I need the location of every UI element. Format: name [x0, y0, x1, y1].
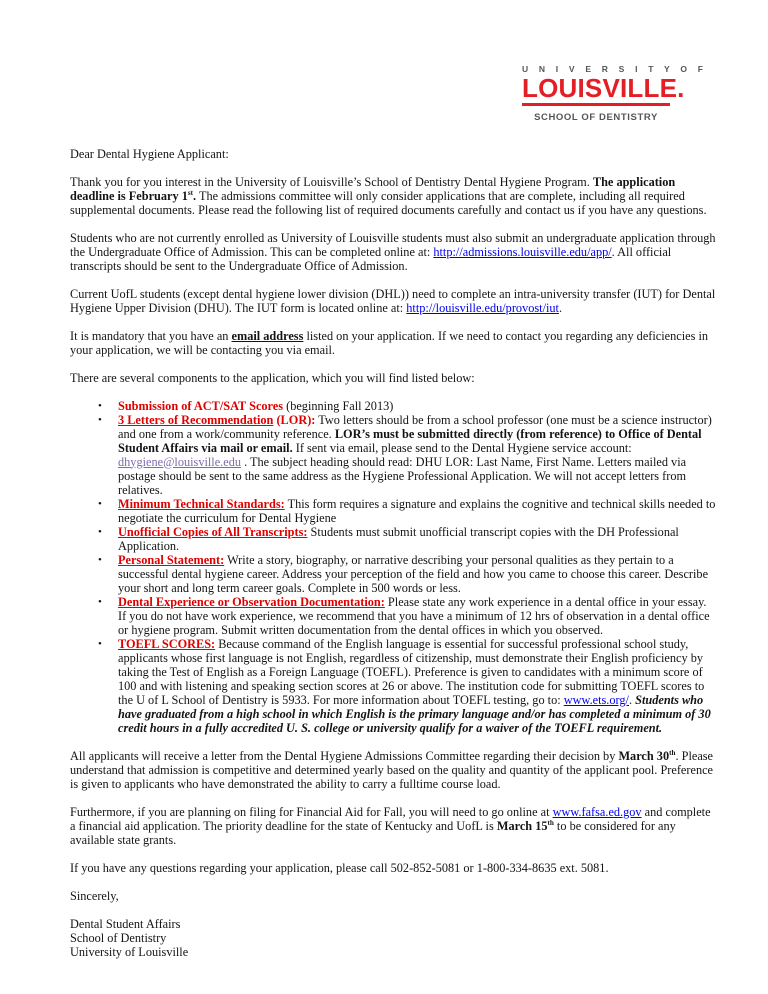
- bullet-text: [118, 525, 716, 553]
- logo-school-of-dentistry-text: SCHOOL OF DENTISTRY: [534, 111, 658, 123]
- undergraduate-application-paragraph: [70, 231, 716, 273]
- text-run: .: [193, 188, 197, 203]
- bullet-text: [118, 595, 716, 637]
- bullet-icon: •: [98, 413, 102, 426]
- text-run: TOEFL SCORES:: [118, 636, 216, 651]
- email-paragraph: [70, 329, 716, 357]
- text-run: LOR’s must be submitted directly (from reference) to Office of Dental Student Affairs via mail or email.: [118, 426, 702, 455]
- text-run: Unofficial Copies of All Transcripts:: [118, 524, 308, 539]
- bullet-icon: •: [98, 637, 102, 650]
- text-run: If you have any questions regarding your application, please call 502-852-5081 or 1-800-334-8635 ext. 5081.: [70, 860, 609, 875]
- text-run: Personal Statement:: [118, 552, 225, 567]
- text-run: Dear Dental Hygiene Applicant:: [70, 146, 229, 161]
- application-components-list: [70, 399, 716, 735]
- hyperlink[interactable]: www.fafsa.ed.gov: [552, 804, 642, 819]
- text-run: and complete a financial aid application. The priority deadline for the state of Kentucky and UofL is: [70, 804, 711, 833]
- signature-line: School of Dentistry: [70, 930, 167, 945]
- text-run: .: [558, 300, 563, 315]
- text-run: (beginning Fall 2013): [283, 398, 394, 413]
- logo-red-rule: [522, 103, 670, 106]
- text-run: The admissions committee will only consider applications that are complete, including all required supplemental documents. Please read the following list of required documents carefully and contact us if you have any questions.: [70, 188, 707, 217]
- list-item: [98, 413, 716, 497]
- intro-paragraph: [70, 175, 716, 217]
- list-item: [98, 595, 716, 637]
- text-run: If sent via email, please send to the Dental Hygiene service account:: [292, 440, 632, 455]
- list-item: [98, 637, 716, 735]
- bullet-icon: •: [98, 399, 102, 412]
- text-run: Please state any work experience in a dental office in your essay. If you do not have work experience, we recommend that you have a minimum of 12 hrs of observation in a dental office or hygiene program. Submit written documentation from the dental offices in which you observed.: [118, 594, 710, 637]
- bullet-icon: •: [98, 595, 102, 608]
- list-item: [98, 399, 716, 413]
- text-run: (LOR):: [273, 412, 316, 427]
- text-run: Sincerely,: [70, 888, 119, 903]
- bullet-icon: •: [98, 553, 102, 566]
- logo-header: [70, 64, 716, 123]
- text-run: Submission of ACT/SAT Scores: [118, 398, 284, 413]
- bullet-text: [118, 399, 716, 413]
- logo-university-of-text: U N I V E R S I T Y O F: [522, 64, 708, 74]
- text-run: . All official transcripts should be sent to the Undergraduate Office of Admission.: [70, 244, 672, 273]
- iut-paragraph: [70, 287, 716, 315]
- text-run: It is mandatory that you have an: [70, 328, 232, 343]
- hyperlink[interactable]: www.ets.org/: [563, 692, 629, 707]
- hyperlink[interactable]: dhygiene@louisville.edu: [118, 454, 241, 469]
- questions-paragraph: [70, 861, 716, 875]
- text-run: Current UofL students (except dental hygiene lower division (DHL)) need to complete an intra-university transfer (IUT) for Dental Hygiene Upper Division (DHU). The IUT form is located online at:: [70, 286, 716, 315]
- text-run: Because command of the English language is essential for successful professional school study, applicants whose first language is not English, regardless of citizenship, must demonstrate their English proficiency by taking the Test of English as a Foreign Language (TOEFL). Preference is given to candidates with a minimum score of 100 and with listening and speaking section scores at 26 or above. The institution code for submitting TOEFL scores to the U of L School of Dentistry is 5933. For more information about TOEFL testing, go to:: [118, 636, 705, 707]
- signature-line: Dental Student Affairs: [70, 916, 181, 931]
- financial-aid-paragraph: [70, 805, 716, 847]
- text-run: March 15: [496, 818, 548, 833]
- text-run: .: [628, 692, 636, 707]
- text-run: This form requires a signature and explains the cognitive and technical skills needed to negotiate the curriculum for Dental Hygiene: [118, 496, 716, 525]
- text-run: All applicants will receive a letter from the Dental Hygiene Admissions Committee regarding their decision by: [70, 748, 619, 763]
- bullet-text: [118, 553, 716, 595]
- bullet-icon: •: [98, 525, 102, 538]
- bullet-icon: •: [98, 497, 102, 510]
- letter-body: [70, 147, 716, 959]
- text-run: . Please understand that admission is competitive and determined yearly based on the quality and quantity of the applicant pool. Preference is given to applicants who have demonstrated the ability to carry a fulltime course load.: [70, 748, 714, 791]
- list-item: [98, 553, 716, 595]
- text-run: Students must submit unofficial transcript copies with the DH Professional Application.: [118, 524, 679, 553]
- university-of-louisville-logo: [522, 64, 708, 123]
- text-run: listed on your application. If we need to contact you regarding any deficiencies in your application, we will be contacting you via email.: [70, 328, 709, 357]
- components-intro: [70, 371, 716, 385]
- decision-paragraph: [70, 749, 716, 791]
- hyperlink[interactable]: http://admissions.louisville.edu/app/: [433, 244, 612, 259]
- text-run: March 30: [618, 748, 670, 763]
- signature-block: [70, 917, 716, 959]
- text-run: Minimum Technical Standards:: [118, 496, 285, 511]
- text-run: Write a story, biography, or narrative describing your personal qualities as they pertain to a successful dental hygiene career. Address your perception of the field and how you came to choose this career. Describe your short and long term career goals. Complete in 500 words or less.: [118, 552, 709, 595]
- list-item: [98, 525, 716, 553]
- text-run: Students who have graduated from a high school in which English is the primary language and/or has completed a minimum of 30 credit hours in a fully accredited U. S. college or university qualify for a waiver of the TOEFL requirement.: [118, 692, 711, 735]
- list-item: [98, 497, 716, 525]
- closing: [70, 889, 716, 903]
- text-run: Students who are not currently enrolled as University of Louisville students must also submit an undergraduate application through the Undergraduate Office of Admission. This can be completed online at:: [70, 230, 716, 259]
- bullet-text: [118, 413, 716, 497]
- text-run: th: [669, 748, 676, 757]
- text-run: Furthermore, if you are planning on filing for Financial Aid for Fall, you will need to go online at: [70, 804, 553, 819]
- signature-line: University of Louisville: [70, 944, 189, 959]
- text-run: The application deadline is February 1: [70, 174, 676, 203]
- text-run: 3 Letters of Recommendation: [118, 412, 274, 427]
- text-run: . The subject heading should read: DHU LOR: Last Name, First Name. Letters mailed via postage should be sent to the same address as the Hygiene Professional Application. We will not accept letters from relatives.: [118, 454, 687, 497]
- hyperlink[interactable]: http://louisville.edu/provost/iut: [406, 300, 559, 315]
- text-run: email address: [231, 328, 304, 343]
- text-run: There are several components to the application, which you will find listed below:: [70, 370, 475, 385]
- text-run: to be considered for any available state grants.: [70, 818, 676, 847]
- bullet-text: [118, 497, 716, 525]
- text-run: Two letters should be from a school professor (one must be a science instructor) and one from a work/community reference.: [118, 412, 712, 441]
- text-run: st: [187, 188, 194, 197]
- logo-louisville-wordmark: LOUISVILLE.: [522, 73, 685, 103]
- bullet-text: [118, 637, 716, 735]
- text-run: Thank you for you interest in the University of Louisville’s School of Dentistry Dental Hygiene Program.: [70, 174, 593, 189]
- text-run: Dental Experience or Observation Documentation:: [118, 594, 385, 609]
- salutation: [70, 147, 716, 161]
- text-run: th: [547, 818, 554, 827]
